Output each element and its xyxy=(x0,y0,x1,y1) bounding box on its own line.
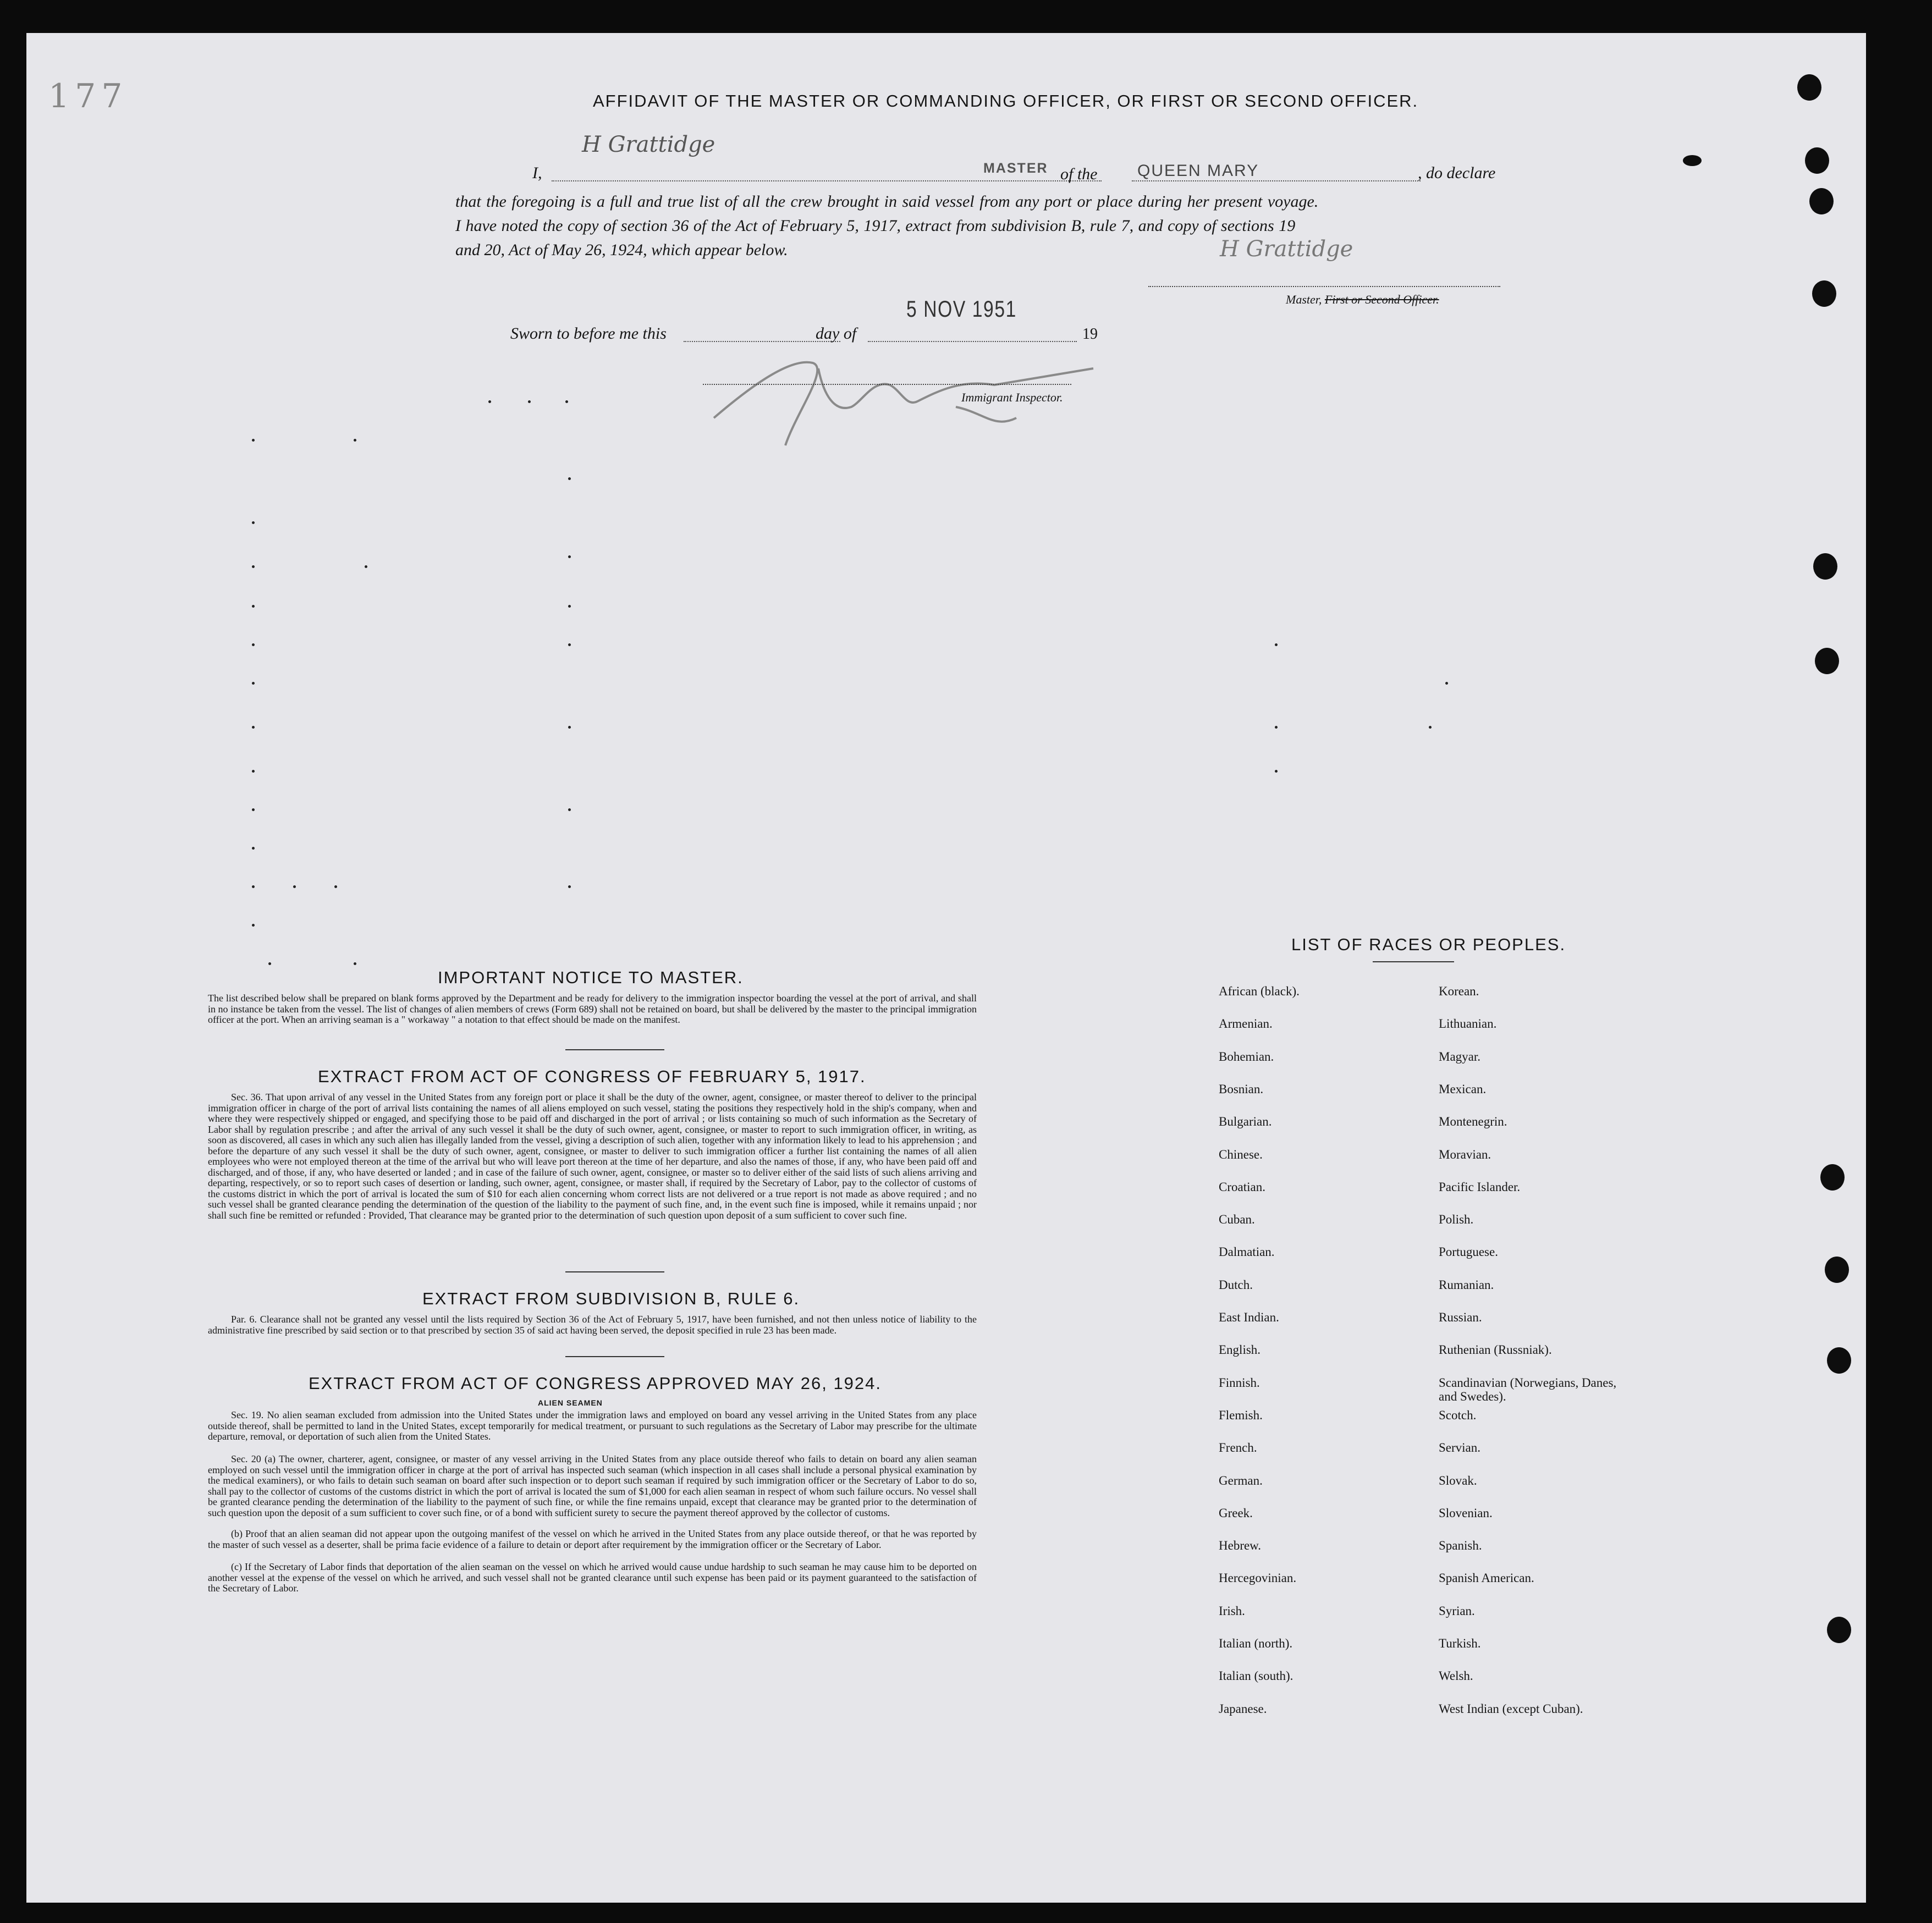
faint-mark xyxy=(568,605,571,608)
binder-hole xyxy=(1683,155,1702,166)
notice-body: The list described below shall be prepared on blank forms approved by the Department and be ready for delivery to the immigration inspector boarding the vessel at the port of arrival, and shall in no instance be taken from the vessel. The list of changes of alien members of crews (Form 689) shall not be retained on board, but shall be delivered by the master to the principal immigration officer at the port. When an arriving seaman is a " workaway " a notation to that effect should be made on the manifest. xyxy=(208,993,977,1025)
page-number-mark: 177 xyxy=(48,77,128,115)
sworn-month-line xyxy=(868,341,1077,342)
race-item: Japanese. xyxy=(1219,1701,1267,1716)
race-item: Finnish. xyxy=(1219,1375,1260,1390)
name-fill-line xyxy=(552,180,1102,181)
binder-hole xyxy=(1797,74,1821,101)
race-item: Armenian. xyxy=(1219,1017,1273,1031)
extract-1917-heading: EXTRACT FROM ACT OF CONGRESS OF FEBRUARY 5, 1917. xyxy=(318,1067,866,1086)
race-item: Pacific Islander. xyxy=(1439,1180,1521,1194)
master-signature: H Grattidge xyxy=(582,132,715,157)
master-caption xyxy=(1286,293,1439,307)
day-of-label: day of xyxy=(816,324,857,343)
extract-1924-sec19: Sec. 19. No alien seaman excluded from admission into the United States under the immigration laws and employed on board any vessel arriving in the United States from any place outside thereof, shall be permitted to land in the United States, except temporarily for medical treatment, or pursuant to such regulations as the Secretary of Labor may prescribe for the ultimate departure, removal, or deportation of such alien from the United States. xyxy=(208,1409,977,1442)
faint-mark xyxy=(488,400,491,403)
race-item: Hercegovinian. xyxy=(1219,1571,1297,1585)
faint-mark xyxy=(293,885,296,888)
race-item: Ruthenian (Russniak). xyxy=(1439,1343,1552,1357)
faint-mark xyxy=(568,885,571,888)
master-signature-repeat: H Grattidge xyxy=(1220,236,1353,262)
affidavit-line2: that the foregoing is a full and true list of all the crew brought in said vessel from any port or place during her present voyage. xyxy=(455,192,1319,211)
race-item: Italian (south). xyxy=(1219,1669,1293,1683)
of-the-label: of the xyxy=(1060,165,1098,183)
affidavit-line3: I have noted the copy of section 36 of the Act of February 5, 1917, extract from subdivision B, rule 7, and copy of sections 19 xyxy=(455,217,1296,235)
inspector-caption: Immigrant Inspector. xyxy=(961,390,1063,404)
extract-1924-sec20c: (c) If the Secretary of Labor finds that deportation of the alien seaman on the vessel on which he arrived would cause undue hardship to such seaman he may cause him to be deported on another vessel at the expense of the vessel on which he arrived, and such vessel shall not be granted clearance until such expense has been paid or its payment guaranteed to the satisfaction of the Secretary of Labor. xyxy=(208,1561,977,1594)
faint-mark xyxy=(354,962,356,965)
race-item: Hebrew. xyxy=(1219,1539,1262,1553)
faint-mark xyxy=(568,477,571,480)
master-caption-struck: First or Second Officer. xyxy=(1324,293,1439,306)
faint-mark xyxy=(365,565,367,568)
binder-hole xyxy=(1809,188,1834,214)
faint-mark xyxy=(565,400,568,403)
race-item: Spanish. xyxy=(1439,1539,1482,1553)
faint-mark xyxy=(252,847,255,850)
race-item: Irish. xyxy=(1219,1604,1245,1618)
race-item: Flemish. xyxy=(1219,1408,1263,1422)
affidavit-heading: AFFIDAVIT OF THE MASTER OR COMMANDING OFFICER, OR FIRST OR SECOND OFFICER. xyxy=(593,91,1419,111)
race-item: Lithuanian. xyxy=(1439,1017,1497,1031)
binder-hole xyxy=(1827,1617,1851,1643)
race-item: Scotch. xyxy=(1439,1408,1477,1422)
extract-1917-body: Sec. 36. That upon arrival of any vessel in the United States from any foreign port or place it shall be the duty of the owner, agent, consignee, or master thereof to deliver to the principal immigration officer in charge of the port of arrival lists containing the names of all aliens employed on such vessel, stating the positions they respectively hold in the ship's company, when and where they were respectively shipped or engaged, and specifying those to be paid off and discharged in the port of arrival ; or lists containing so much of such information as the Secretary of Labor shall by regulation prescribe ; and after the arrival of any such vessel it shall be the duty of such owner, agent, consignee, or master to report to such immigration officer, in writing, as soon as discovered, all cases in which any such alien has illegally landed from the vessel, giving a description of such alien, together with any information likely to lead to his apprehension ; and before the departure of any such vessel it shall be the duty of such owner, agent, consignee, or master to deliver to such immigration officer a further list containing the names of all alien employees who were not employed thereon at the time of the arrival but who will leave port thereon at the time of her departure, and also the names of those, if any, who have been paid off and discharged, and of those, if any, who have deserted or landed ; and in case of the failure of such owner, agent, consignee, or master so to deliver either of the said lists of such aliens arriving and departing, respectively, or so to report such cases of desertion or landing, such owner, agent, consignee, or master shall, if required by the Secretary of Labor, pay to the collector of customs of the customs district in which the port of arrival is located the sum of $10 for each alien concerning whom correct lists are not delivered or a true report is not made as above required ; and no such vessel shall be granted clearance pending the determination of the question of the liability to the payment of such fine, and, in the event such fine is imposed, while it remains unpaid ; nor shall such fine be remitted or refunded : Provided, That clearance may be granted prior to the determination of such question upon deposit of a sum sufficient to cover such fine. xyxy=(208,1092,977,1221)
race-item: French. xyxy=(1219,1441,1257,1455)
vessel-name: QUEEN MARY xyxy=(1137,162,1259,180)
notice-heading: IMPORTANT NOTICE TO MASTER. xyxy=(438,968,744,987)
faint-mark xyxy=(1275,726,1278,729)
faint-mark xyxy=(1275,643,1278,646)
faint-mark xyxy=(568,555,571,558)
race-item: East Indian. xyxy=(1219,1310,1279,1324)
binder-hole xyxy=(1813,553,1837,580)
race-item: Slovak. xyxy=(1439,1473,1477,1487)
date-stamp: 5 NOV 1951 xyxy=(906,296,1017,322)
faint-mark xyxy=(252,770,255,773)
separator xyxy=(565,1356,664,1357)
faint-mark xyxy=(268,962,271,965)
race-item: Polish. xyxy=(1439,1213,1474,1227)
race-item: Dutch. xyxy=(1219,1277,1253,1292)
race-item: English. xyxy=(1219,1343,1261,1357)
binder-hole xyxy=(1805,147,1829,174)
faint-mark xyxy=(568,808,571,811)
do-declare-label: , do declare xyxy=(1418,164,1496,182)
affidavit-line1-prefix: I, xyxy=(532,164,542,182)
race-item: Chinese. xyxy=(1219,1147,1263,1161)
extract-1924-subheading: ALIEN SEAMEN xyxy=(538,1398,603,1407)
faint-mark xyxy=(252,726,255,729)
sworn-label: Sworn to before me this xyxy=(510,324,667,343)
extract-1924-heading: EXTRACT FROM ACT OF CONGRESS APPROVED MAY 26, 1924. xyxy=(309,1374,882,1393)
faint-mark xyxy=(252,439,255,442)
race-item: Croatian. xyxy=(1219,1180,1265,1194)
races-underline xyxy=(1373,961,1454,962)
race-item: Italian (north). xyxy=(1219,1637,1293,1650)
race-item: Servian. xyxy=(1439,1441,1481,1455)
race-item: Rumanian. xyxy=(1439,1277,1494,1292)
faint-mark xyxy=(252,521,255,524)
binder-hole xyxy=(1820,1164,1845,1191)
separator xyxy=(565,1271,664,1272)
vessel-fill-line xyxy=(1132,180,1421,181)
binder-hole xyxy=(1827,1347,1851,1374)
faint-mark xyxy=(568,643,571,646)
race-item: Greek. xyxy=(1219,1506,1253,1520)
race-item: Spanish American. xyxy=(1439,1571,1534,1585)
race-item: West Indian (except Cuban). xyxy=(1439,1701,1583,1716)
race-item: Korean. xyxy=(1439,984,1479,998)
affidavit-line4: and 20, Act of May 26, 1924, which appear below. xyxy=(455,241,788,259)
race-item: Turkish. xyxy=(1439,1637,1481,1650)
race-item: Bulgarian. xyxy=(1219,1115,1272,1129)
separator xyxy=(565,1049,664,1050)
faint-mark xyxy=(252,605,255,608)
race-item: Slovenian. xyxy=(1439,1506,1493,1520)
extract-1924-sec20a: Sec. 20 (a) The owner, charterer, agent, consignee, or master of any vessel arriving in the United States from any place outside thereof who fails to detain on board any alien seaman employed on such vessel until the immigration officer in charge at the port of arrival has inspected such seaman (which inspection in all cases shall include a personal physical examination by the medical examiners), or who fails to detain such seaman on board after such inspection or to deport such seaman if required by such immigration officer or the Secretary of Labor to do so, shall pay to the collector of customs of the customs district in which the port of arrival is located the sum of $1,000 for each alien seaman in respect of whom such failure occurs. No vessel shall be granted clearance pending the determination of the liability to the payment of such fine, or while the fine remains unpaid, except that clearance may be granted prior to the determination of such question upon the deposit of a sum sufficient to cover such fine, or of a bond with sufficient surety to secure the payment thereof approved by the collector of customs. xyxy=(208,1453,977,1518)
faint-mark xyxy=(568,726,571,729)
binder-hole xyxy=(1815,648,1839,674)
binder-hole xyxy=(1812,280,1836,307)
race-item: German. xyxy=(1219,1473,1263,1487)
race-item: Bosnian. xyxy=(1219,1082,1264,1096)
document-page xyxy=(26,33,1866,1903)
extract-1924-sec20b: (b) Proof that an alien seaman did not appear upon the outgoing manifest of the vessel on which he arrived in the United States from any place outside thereof, or that he was reported by the master of such vessel as a deserter, shall be prima facie evidence of a failure to detain or deport after requirement by the immigration officer or the Secretary of Labor. xyxy=(208,1528,977,1550)
faint-mark xyxy=(1275,770,1278,773)
race-item: Magyar. xyxy=(1439,1049,1481,1064)
race-item: Scandinavian (Norwegians, Danes, and Swedes). xyxy=(1439,1375,1617,1403)
faint-mark xyxy=(354,439,356,442)
race-item: Dalmatian. xyxy=(1219,1245,1275,1259)
race-item: Welsh. xyxy=(1439,1669,1473,1683)
faint-mark xyxy=(252,808,255,811)
master-signature-line xyxy=(1148,286,1500,287)
race-item: Cuban. xyxy=(1219,1213,1255,1227)
race-item: Portuguese. xyxy=(1439,1245,1498,1259)
extract-rule6-heading: EXTRACT FROM SUBDIVISION B, RULE 6. xyxy=(422,1289,800,1308)
faint-mark xyxy=(252,565,255,568)
binder-hole xyxy=(1825,1257,1849,1283)
rank-stamp: MASTER xyxy=(983,161,1048,176)
faint-mark xyxy=(334,885,337,888)
faint-mark xyxy=(252,643,255,646)
faint-mark xyxy=(528,400,531,403)
master-caption-title: Master, xyxy=(1286,293,1325,306)
faint-mark xyxy=(252,885,255,888)
year-prefix: 19 xyxy=(1082,326,1098,343)
faint-mark xyxy=(1445,682,1448,685)
inspector-signature-line xyxy=(703,384,1071,385)
races-heading: LIST OF RACES OR PEOPLES. xyxy=(1291,935,1566,954)
race-item: Russian. xyxy=(1439,1310,1482,1324)
faint-mark xyxy=(252,924,255,927)
extract-rule6-body: Par. 6. Clearance shall not be granted any vessel until the lists required by Section 36 of the Act of February 5, 1917, have been furnished, and not then unless notice of liability to the administrative fine prescribed by said section or to that prescribed by section 35 of said act having been served, the deposit specified in rule 23 has been made. xyxy=(208,1314,977,1336)
race-item: Syrian. xyxy=(1439,1604,1475,1618)
race-item: Mexican. xyxy=(1439,1082,1487,1096)
race-item: Montenegrin. xyxy=(1439,1115,1507,1129)
race-item: African (black). xyxy=(1219,984,1300,998)
race-item: Bohemian. xyxy=(1219,1049,1274,1064)
race-item: Moravian. xyxy=(1439,1147,1491,1161)
faint-mark xyxy=(1429,726,1432,729)
faint-mark xyxy=(252,682,255,685)
